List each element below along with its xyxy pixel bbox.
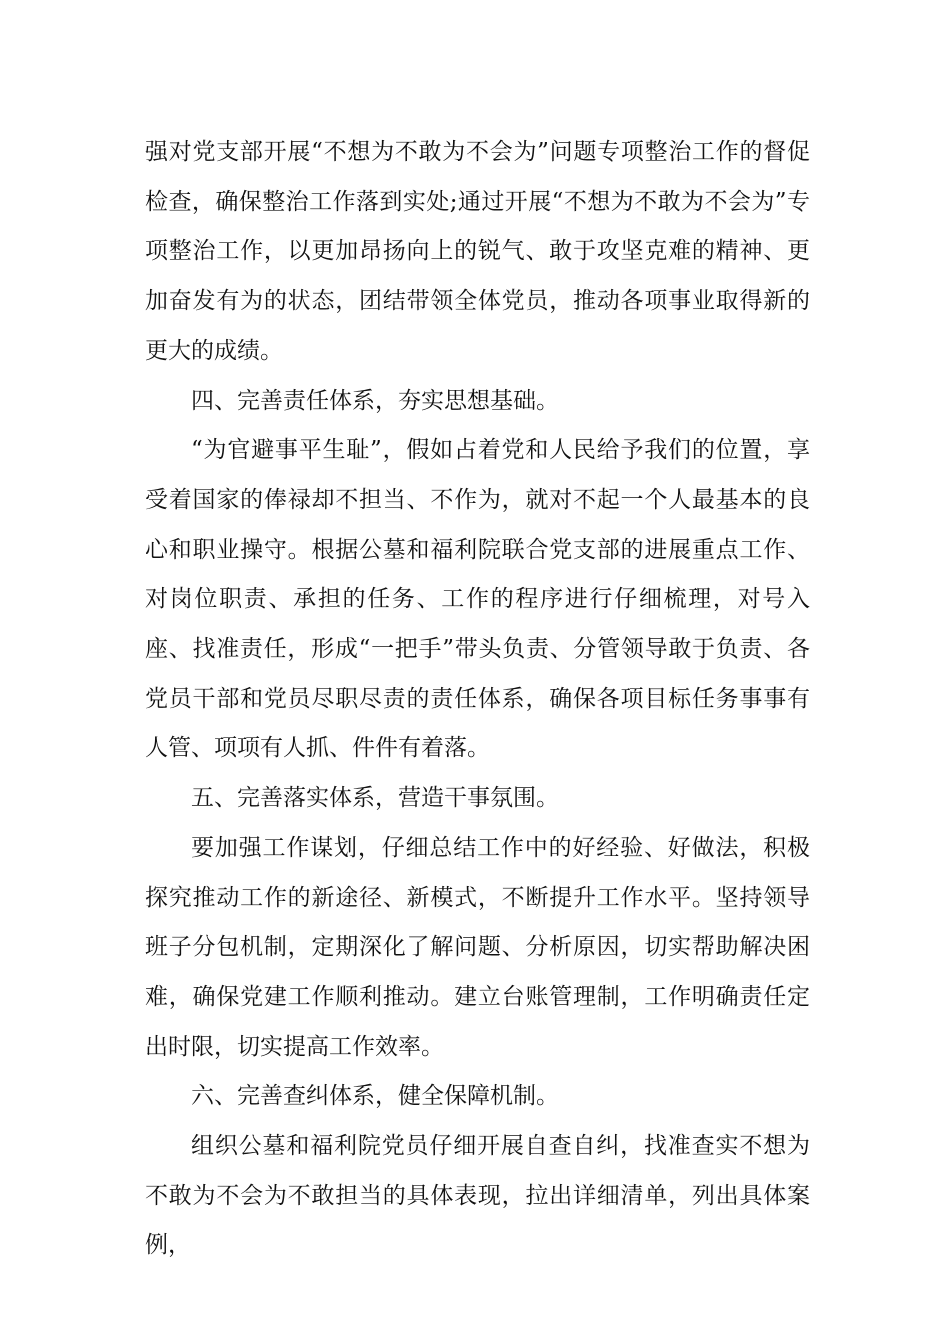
document-body — [145, 128, 810, 1271]
paragraph-implementation: 要加强工作谋划，仔细总结工作中的好经验、好做法，积极探究推动工作的新途径、新模式，不断提升工作水平。坚持领导班子分包机制，定期深化了解问题、分析原因，切实帮助解决困难，确保党建工作顺利推动。建立台账管理制，工作明确责任定出时限，切实提高工作效率。 — [145, 834, 810, 1060]
paragraph-continuation: 强对党支部开展“不想为不敢为不会为”问题专项整治工作的督促检查，确保整治工作落到实处;通过开展“不想为不敢为不会为”专项整治工作，以更加昂扬向上的锐气、敢于攻坚克难的精神、更加奋发有为的状态，团结带领全体党员，推动各项事业取得新的更大的成绩。 — [145, 139, 810, 364]
section-heading-six: 六、完善查纠体系，健全保障机制。 — [191, 1083, 559, 1110]
paragraph-responsibility: “为官避事平生耻”，假如占着党和人民给予我们的位置，享受着国家的俸禄却不担当、不作为，就对不起一个人最基本的良心和职业操守。根据公墓和福利院联合党支部的进展重点工作、对岗位职责、承担的任务、工作的程序进行仔细梳理，对号入座、找准责任，形成“一把手”带头负责、分管领导敢于负责、各党员干部和党员尽职尽责的责任体系，确保各项目标任务事事有人管、项项有人抓、件件有着落。 — [145, 437, 810, 762]
section-heading-five: 五、完善落实体系，营造干事氛围。 — [191, 785, 559, 812]
paragraph-inspection: 组织公墓和福利院党员仔细开展自查自纠，找准查实不想为不敢为不会为不敢担当的具体表现，拉出详细清单，列出具体案例， — [145, 1133, 810, 1259]
section-heading-four: 四、完善责任体系，夯实思想基础。 — [191, 387, 559, 414]
